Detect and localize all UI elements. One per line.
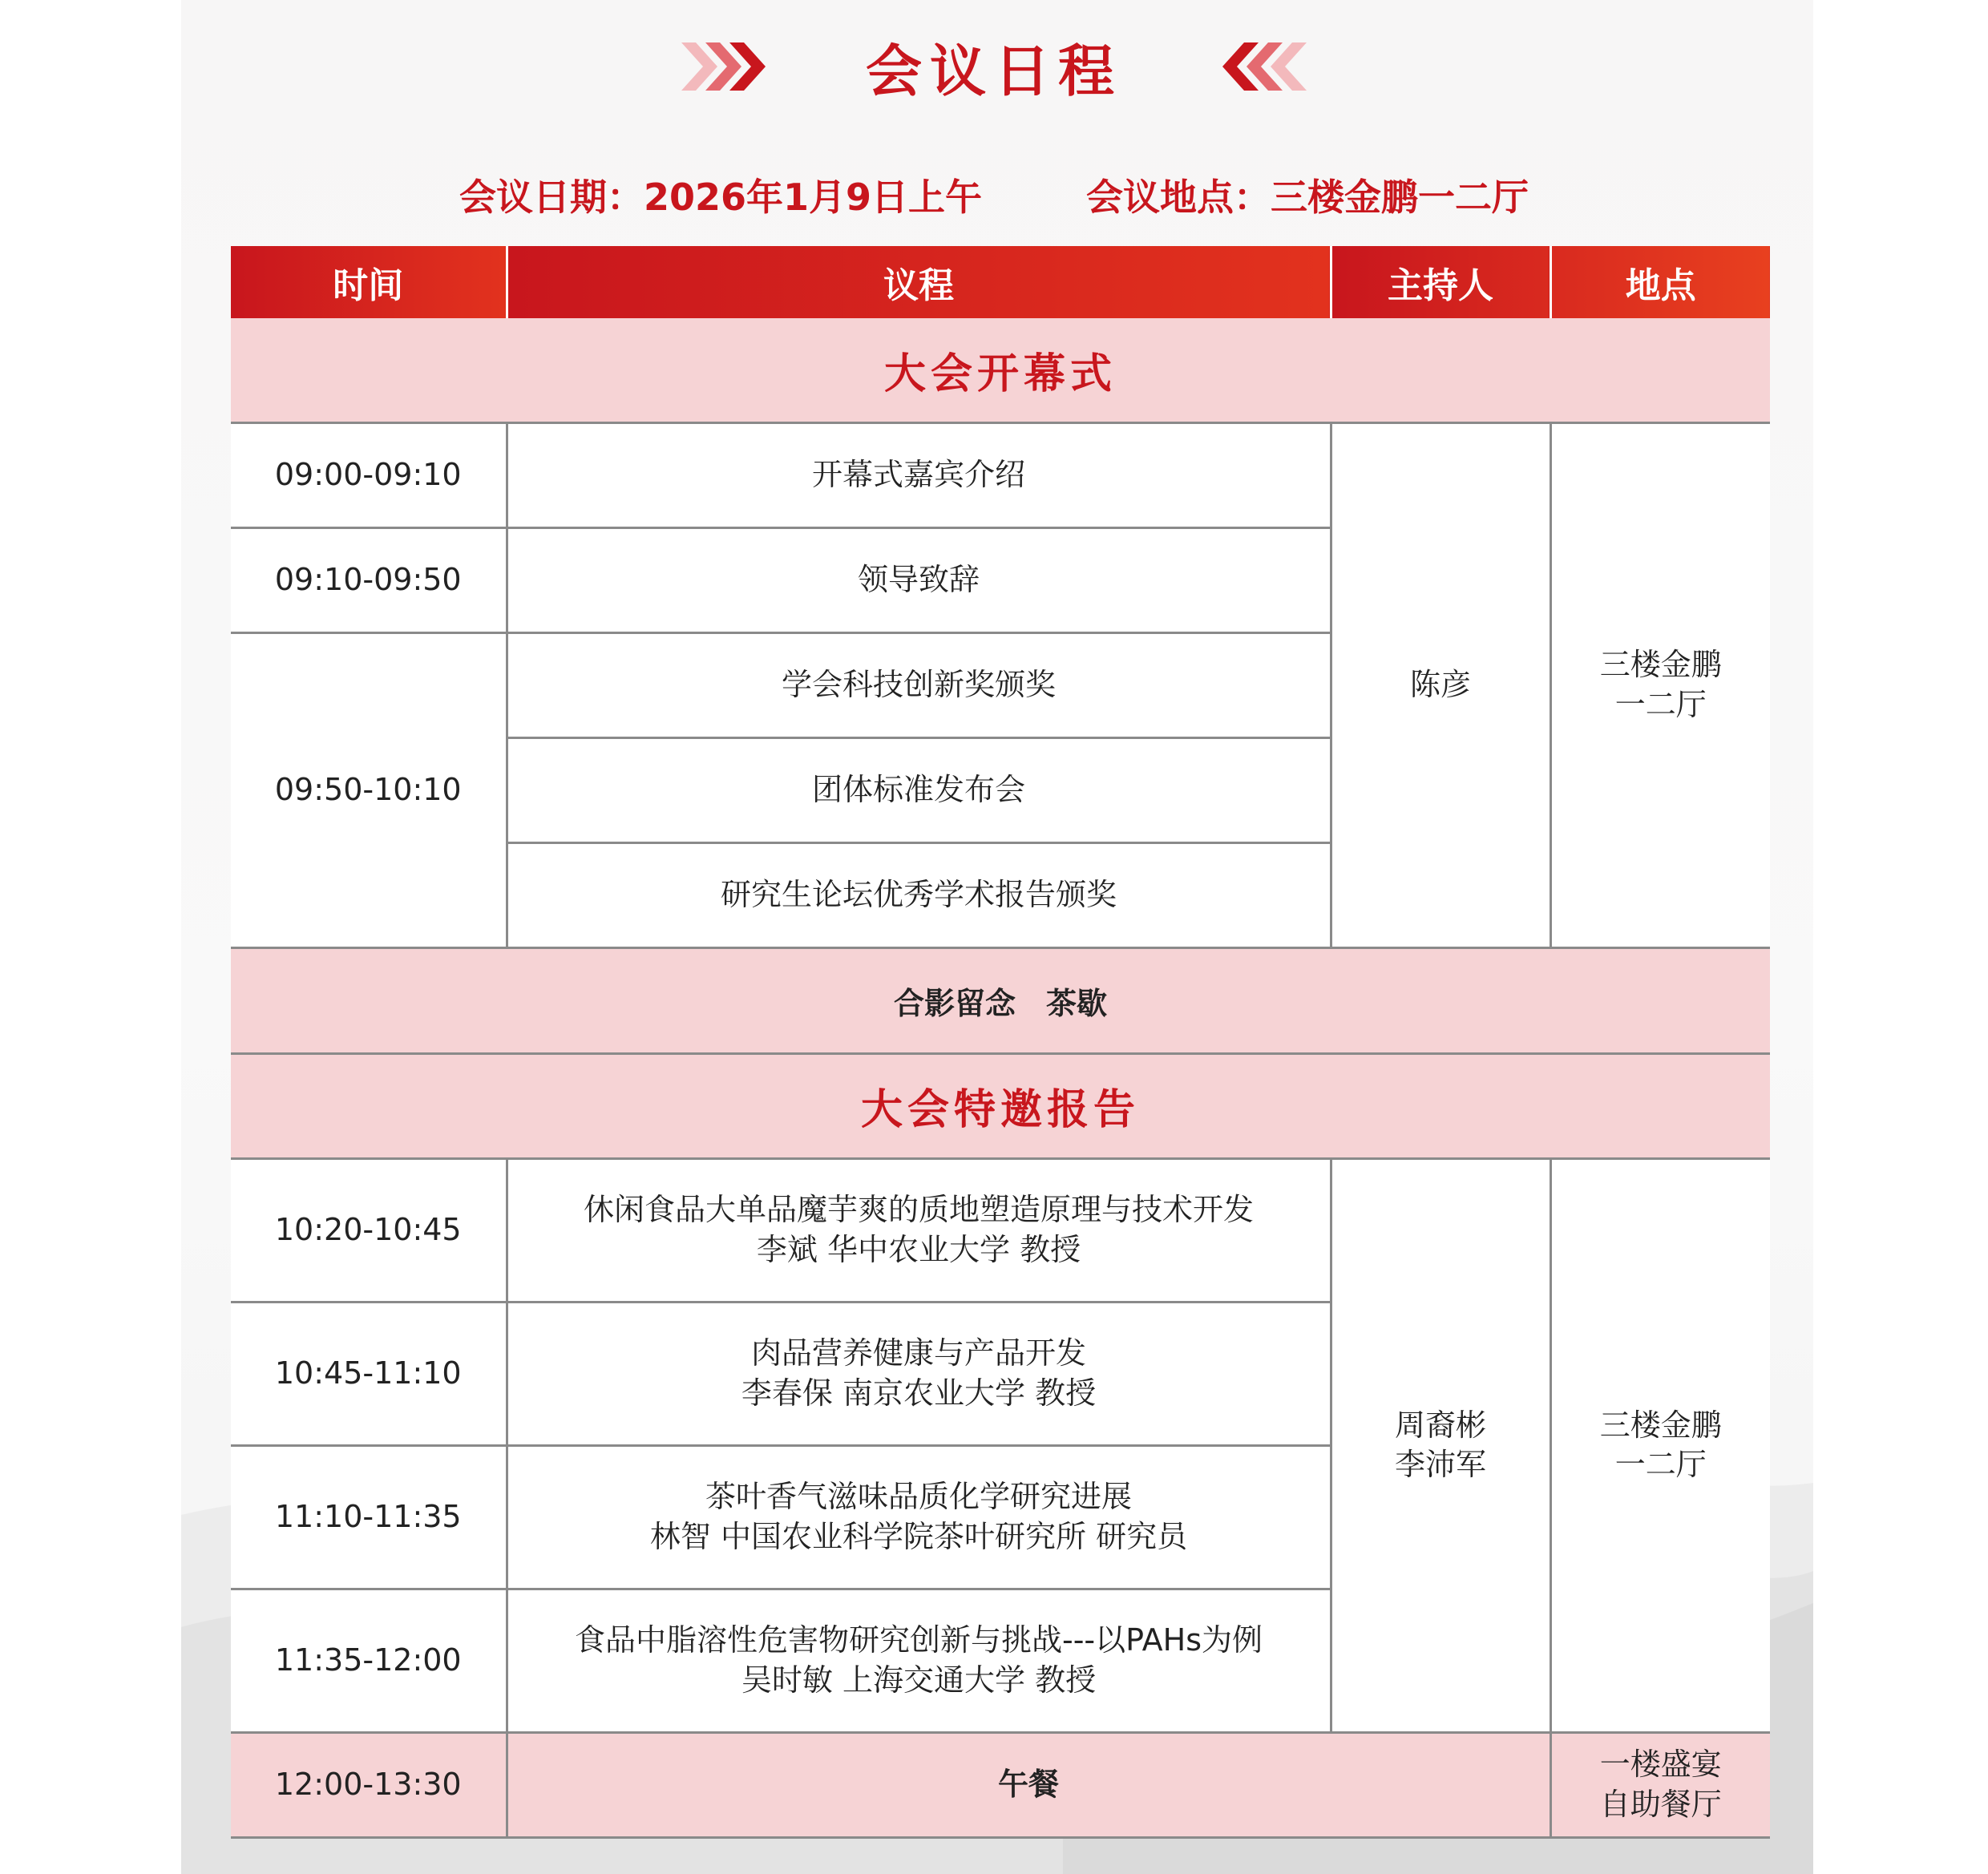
host-cell: 陈彦 — [1331, 422, 1550, 947]
agenda-cell: 团体标准发布会 — [507, 737, 1331, 842]
report-speaker: 李春保 南京农业大学 教授 — [741, 1375, 1097, 1411]
report-topic: 休闲食品大单品魔芋爽的质地塑造原理与技术开发 — [583, 1192, 1254, 1228]
place-cell — [1550, 1158, 1770, 1732]
host-cell — [1331, 1158, 1550, 1732]
host-line: 李沛军 — [1394, 1447, 1486, 1482]
place-line: 三楼金鹏 — [1599, 1407, 1722, 1443]
report-speaker: 吴时敏 上海交通大学 教授 — [741, 1662, 1097, 1698]
break-text: 合影留念 茶歇 — [231, 947, 1770, 1053]
header-agenda: 议程 — [507, 246, 1331, 318]
place-line: 一二厅 — [1614, 1447, 1707, 1482]
agenda-cell: 开幕式嘉宾介绍 — [507, 422, 1331, 527]
place-line: 一楼盛宴 — [1599, 1747, 1722, 1783]
lunch-label: 午餐 — [507, 1732, 1550, 1837]
lunch-row — [231, 1732, 1770, 1837]
agenda-cell — [507, 1302, 1331, 1445]
report-speaker: 林智 中国农业科学院茶叶研究所 研究员 — [649, 1518, 1188, 1554]
time-cell: 12:00-13:30 — [231, 1732, 507, 1837]
table-row — [231, 422, 1770, 527]
time-cell: 11:35-12:00 — [231, 1589, 507, 1732]
table-row — [231, 1158, 1770, 1302]
meeting-info — [0, 168, 1988, 221]
time-cell: 09:00-09:10 — [231, 422, 507, 527]
report-topic: 食品中脂溶性危害物研究创新与挑战---以PAHs为例 — [575, 1622, 1263, 1658]
section-row — [231, 1053, 1770, 1158]
double-chevron-left-icon — [1218, 38, 1307, 95]
schedule-table — [231, 246, 1770, 1839]
report-topic: 肉品营养健康与产品开发 — [750, 1335, 1086, 1371]
report-speaker: 李斌 华中农业大学 教授 — [756, 1231, 1081, 1267]
agenda-cell — [507, 1158, 1331, 1302]
section-title-invited: 大会特邀报告 — [231, 1053, 1770, 1158]
section-row — [231, 318, 1770, 422]
double-chevron-right-icon — [681, 38, 770, 95]
report-topic: 茶叶香气滋味品质化学研究进展 — [705, 1479, 1132, 1515]
agenda-cell: 学会科技创新奖颁奖 — [507, 632, 1331, 737]
title-row — [0, 30, 1988, 103]
time-cell: 09:50-10:10 — [231, 632, 507, 947]
time-cell: 09:10-09:50 — [231, 527, 507, 632]
header-place: 地点 — [1550, 246, 1770, 318]
time-cell: 10:20-10:45 — [231, 1158, 507, 1302]
place-line: 自助餐厅 — [1599, 1786, 1722, 1822]
agenda-cell — [507, 1589, 1331, 1732]
host-line: 周裔彬 — [1394, 1407, 1486, 1443]
meeting-venue: 会议地点：三楼金鹏一二厅 — [1086, 176, 1529, 219]
time-cell: 11:10-11:35 — [231, 1445, 507, 1589]
section-title-opening: 大会开幕式 — [231, 318, 1770, 422]
table-header — [231, 246, 1770, 318]
break-row — [231, 947, 1770, 1053]
place-line: 三楼金鹏 — [1599, 647, 1722, 683]
agenda-cell — [507, 1445, 1331, 1589]
time-cell: 10:45-11:10 — [231, 1302, 507, 1445]
agenda-cell: 研究生论坛优秀学术报告颁奖 — [507, 842, 1331, 947]
meeting-date: 会议日期：2026年1月9日上午 — [459, 176, 983, 219]
place-line: 一二厅 — [1614, 686, 1707, 722]
place-cell — [1550, 422, 1770, 947]
place-cell — [1550, 1732, 1770, 1837]
header-time: 时间 — [231, 246, 507, 318]
header-host: 主持人 — [1331, 246, 1550, 318]
page-title: 会议日程 — [866, 38, 1122, 104]
agenda-cell: 领导致辞 — [507, 527, 1331, 632]
